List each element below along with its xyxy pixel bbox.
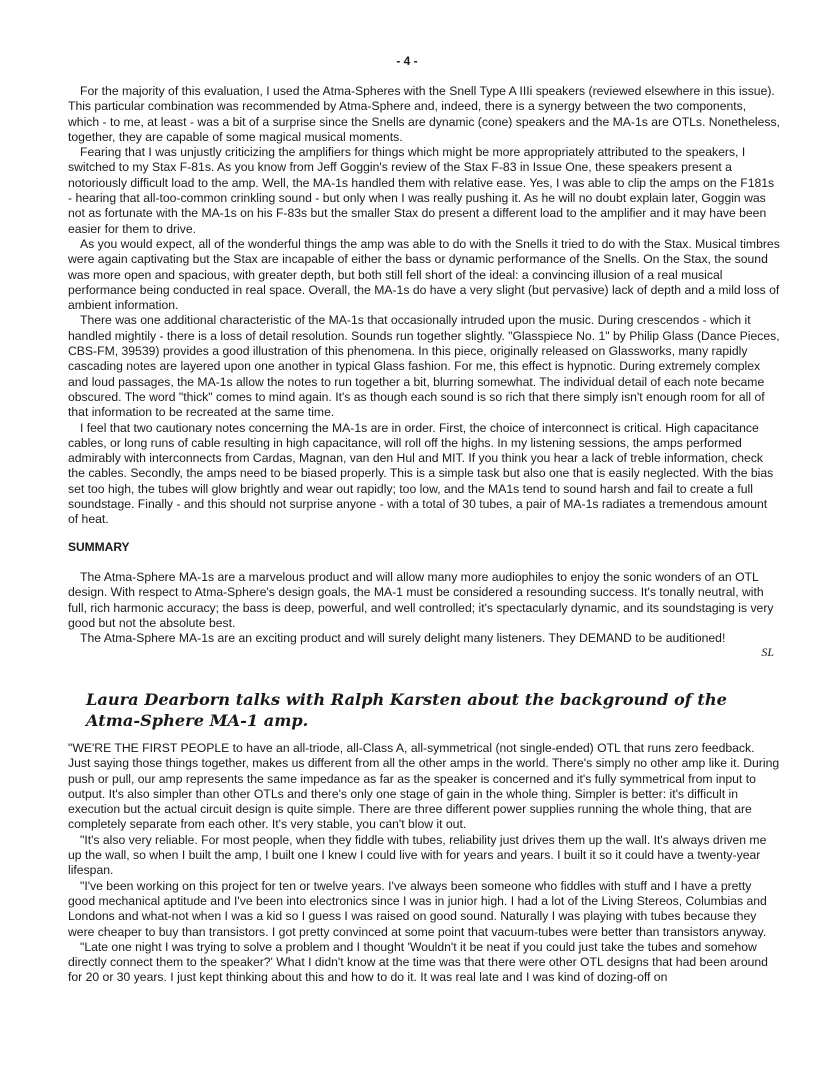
author-signature: SL (761, 645, 774, 659)
page-number: - 4 - (396, 54, 418, 68)
summary-paragraph: The Atma-Sphere MA-1s are an exciting product and will surely delight many listeners. They DEMAND to be auditioned! (80, 631, 726, 646)
interview-paragraph: "Late one night I was trying to solve a problem and I thought 'Wouldn't it be neat if you could just take the tubes and somehow directly connect them to the speaker?' What I didn't know at the time was that there were other OTL designs that had been around for 20 or 30 years. I just kept thinking about this and how to do it. It was real late and I was kind of dozing-off on (68, 939, 768, 985)
interview-paragraph: "It's also very reliable. For most people, when they fiddle with tubes, reliability just drives them up the wall. It's always driven me up the wall, so when I built the amp, I built one I knew I could live with for years and years. I built it so it could have a twenty-year lifespan. (68, 832, 767, 878)
interview-body (68, 741, 780, 986)
review-body (68, 84, 780, 528)
review-paragraph: As you would expect, all of the wonderful things the amp was able to do with the Snells it tried to do with the Stax. Musical timbres were again captivating but the Stax are incapable of either the bass or dynamic performance of the Snells. On the Stax, the sound was more open and spacious, with greater depth, but both still fell short of the ideal: a convincing illusion of a real musical performance being conducted in real space. Overall, the MA-1s do have a very slight (but pervasive) lack of depth and a mild loss of ambient information. (68, 236, 780, 313)
review-paragraph: I feel that two cautionary notes concerning the MA-1s are in order. First, the choice of interconnect is critical. High capacitance cables, or long runs of cable resulting in high capacitance, will roll off the highs. In my listening sessions, the amps performed admirably with interconnects from Cardas, Magnan, van den Hul and MIT. If you think you hear a lack of treble information, check the cables. Secondly, the amps need to be biased properly. This is a simple task but also one that is easily neglected. With the bias set too high, the tubes will glow brightly and wear out rapidly; too low, and the MA1s tend to sound harsh and fail to create a full soundstage. Finally - and this should not surprise anyone - with a total of 30 tubes, a pair of MA-1s radiates a tremendous amount of heat. (68, 420, 774, 527)
summary-paragraph: The Atma-Sphere MA-1s are a marvelous product and will allow many more audiophiles to enjoy the sonic wonders of an OTL design. With respect to Atma-Sphere's design goals, the MA-1 must be considered a resounding success. It's tonally neutral, with full, rich harmonic accuracy; the bass is deep, powerful, and well controlled; it's spectacularly dynamic, and its soundstaging is very good but not the absolute best. (68, 570, 774, 630)
summary-body (68, 570, 780, 646)
interview-paragraph: "WE'RE THE FIRST PEOPLE to have an all-triode, all-Class A, all-symmetrical (not single-ended) OTL that runs zero feedback. Just saying those things together, makes us different from all the other amps in the world. There's simply no other amp like it. During push or pull, our amp represents the same impedance as far as the speaker is concerned and it's fully symmetrical from input to output. It's also simpler than other OTLs and there's only one stage of gain in the whole thing. Simpler is better: it's difficult in execution but the actual circuit design is quite simple. There are three different power supplies running the whole thing, that are completely separate from each other. It's very stable, you can't blow it out. (68, 741, 780, 832)
review-paragraph: Fearing that I was unjustly criticizing the amplifiers for things which might be more appropriately attributed to the speakers, I switched to my Stax F-81s. As you know from Jeff Goggin's review of the Stax F-83 in Issue One, these speakers present a notoriously difficult load to the amp. Well, the MA-1s handled them with relative ease. Yes, I was able to clip the amps on the F181s - hearing that all-too-common crinkling sound - but only when I was really pushing it. As he will no doubt explain later, Goggin was not as fortunate with the MA-1s on his F-83s but the smaller Stax do present a different load to the amplifier and it may have been easier for them to drive. (68, 145, 775, 236)
review-paragraph: There was one additional characteristic of the MA-1s that occasionally intruded upon the music. During crescendos - which it handled mightily - there is a loss of detail resolution. Sounds run together slightly. "Glasspiece No. 1" by Philip Glass (Dance Pieces, CBS-FM, 39539) provides a good illustration of this phenomena. In this piece, originally released on Glassworks, many rapidly cascading notes are layered upon one another in typical Glass fashion. For me, this effect is hypnotic. During extremely complex and loud passages, the MA-1s allow the notes to run together a bit, blurring somewhat. The individual detail of each note became obscured. The word "thick" comes to mind again. It's as though each sound is so rich that there simply isn't enough room for all of that information to be recreated at the same time. (68, 313, 780, 420)
article-title: Laura Dearborn talks with Ralph Karsten about the background of the Atma-Sphere MA-1 amp. (86, 690, 727, 730)
review-paragraph: For the majority of this evaluation, I used the Atma-Spheres with the Snell Type A IIIi speakers (reviewed elsewhere in this issue). This particular combination was recommended by Atma-Sphere and, indeed, there is a synergy between the two components, which - to me, at least - was a bit of a surprise since the Snells are dynamic (cone) speakers and the MA-1s are OTLs. Nonetheless, together, they are capable of some magical musical moments. (68, 84, 780, 144)
interview-paragraph: "I've been working on this project for ten or twelve years. I've always been someone who fiddles with stuff and I have a pretty good mechanical aptitude and I've been into electronics since I was in junior high. I had a lot of the Living Stereos, Columbias and Londons and what-not when I was a kid so I guess I was raised on good sound. Naturally I was playing with tubes because they were cheaper to buy than transistors. I got pretty convinced at some point that vacuum-tubes were better than transistors anyway. (68, 878, 767, 939)
summary-heading: SUMMARY (68, 540, 130, 554)
